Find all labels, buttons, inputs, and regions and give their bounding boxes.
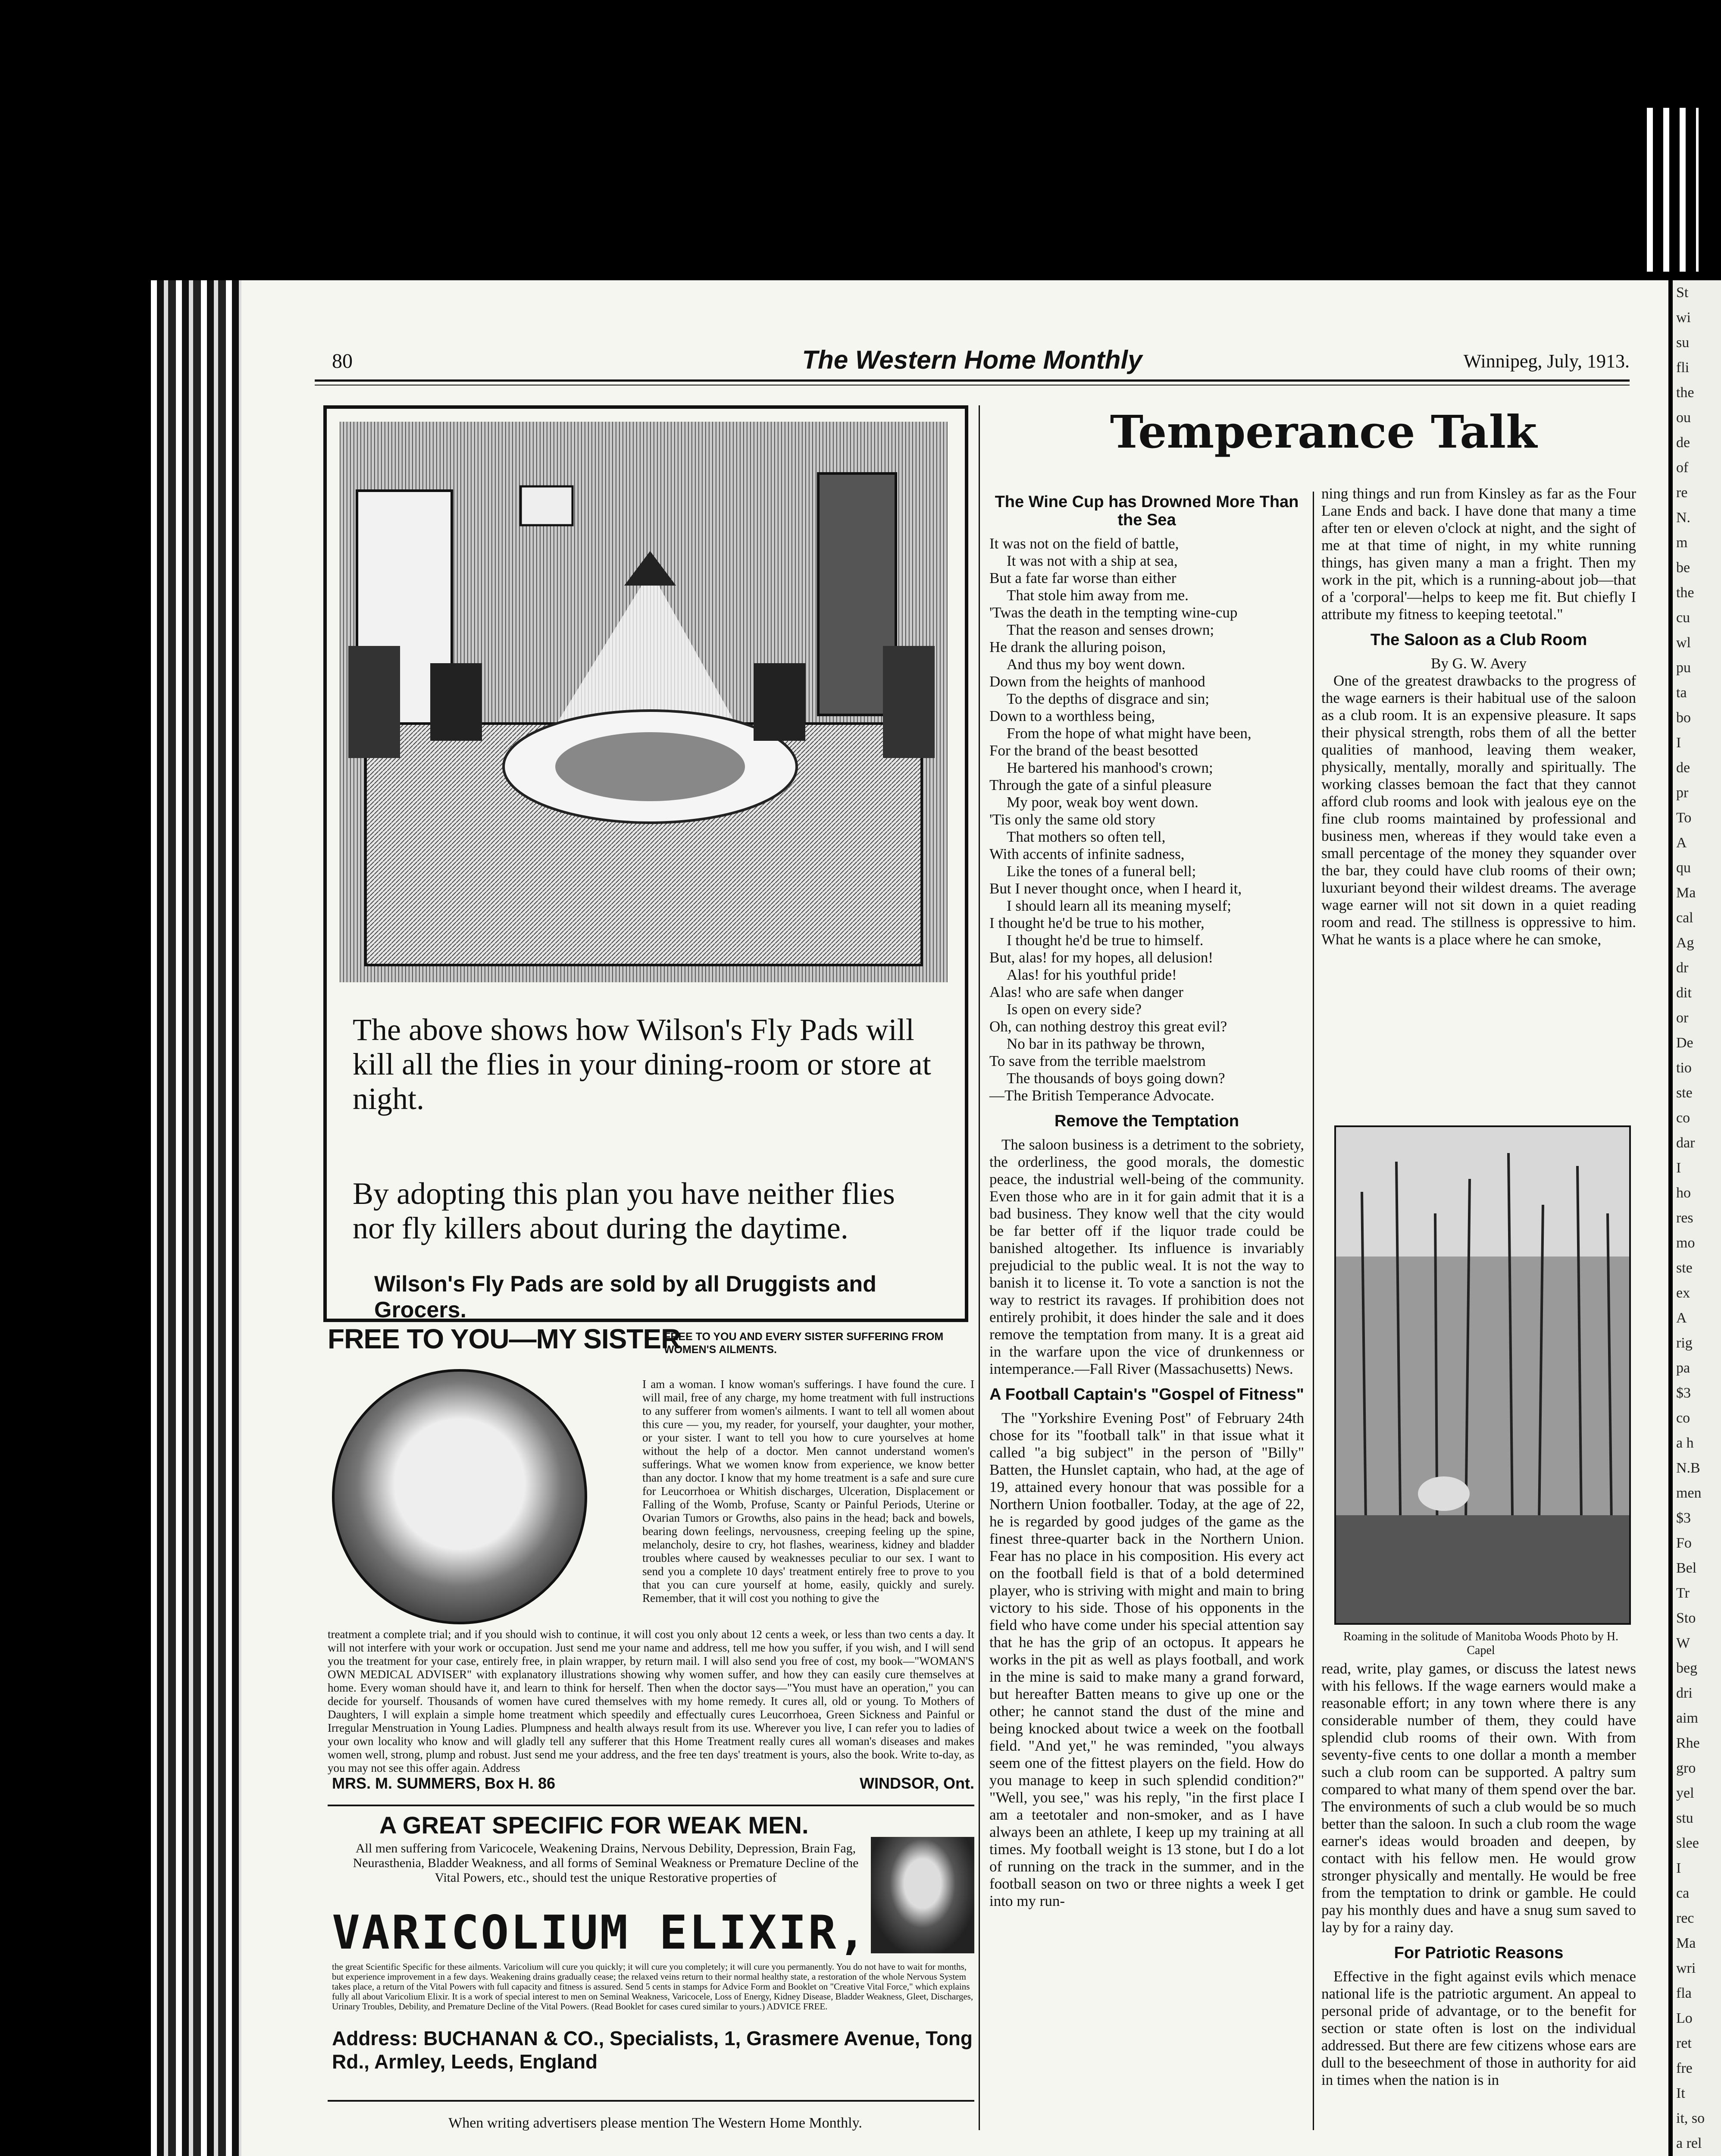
- page-header: [315, 345, 1630, 375]
- poem-line: It was not on the field of battle,: [989, 535, 1179, 552]
- edge-fragment: Ma: [1676, 885, 1696, 901]
- edge-fragment: Sto: [1676, 1610, 1696, 1626]
- ad-body-1: I am a woman. I know woman's sufferings. I have found the cure. I will mail, free of any charge, my home treatment with full instructions to any sufferer from women's ailments. I want to tell all women about this cure — you, my reader, for yourself, your daughter, your mother, or your sister. I want to tell you how to cure yourselves at home without the help of a doctor. Men cannot understand women's sufferings. What we women know from experience, we know better than any doctor. I know that my home treatment is a safe and sure cure for Leucorrhoea or Whitish discharges, Ulceration, Displacement or Falling of the Womb, Profuse, Scanty or Painful Periods, Uterine or Ovarian Tumors or Growths, also pains in the head; back and bowels, bearing down feelings, nervousness, creeping feeling up the spine, melancholy, desire to cry, hot flashes, weariness, kidney and bladder troubles where caused by weaknesses peculiar to our sex. I want to send you a complete 10 days' treatment entirely free to prove to you that you can cure yourself at home, easily, quickly and surely. Remember, that it will cost you nothing to give the: [642, 1378, 974, 1604]
- football-text: The "Yorkshire Evening Post" of February 24th chose for its "football talk" in that issue what it called "a big subject" in the person of "Billy" Batten, the Hunslet captain, who had, at the age of 19, attained every honour that was possible for a Northern Union footballer. Today, at the age of 22, he is regarded by good judges of the game as the finest three-quarter back in the Northern Union. Fear has no place in his composition. His every act on the football field is that of a bold determined player, who is striving with might and main to bring victory to his side. Those of his opponents in the field who have come under his special attention say that he has the grip of an octopus. It appears he works in the pit as well as plays football, and work in the mine is said to make many a grand forward, but hereafter Batten means to give up one or the other; he cannot stand the dust of the mine and being knocked about twice a week on the football field. "And yet," he was reminded, "you always seem one of the fittest players on the field. How do you manage to keep in such splendid condition?" "Well, you see," was his reply, "in the first place I am a teetotaler and non-smoker, and as I have always been an athlete, I keep up my training at all times. My football weight is 13 stone, but I do a lot of running on the track in the summer, and in the football season on two or three nights a week I get into my run-: [989, 1410, 1304, 1909]
- patriotic-heading: For Patriotic Reasons: [1394, 1944, 1564, 1962]
- poem-line: He bartered his manhood's crown;: [1007, 759, 1213, 776]
- poem-line: But I never thought once, when I heard it,: [989, 880, 1242, 897]
- edge-fragment: the: [1676, 585, 1694, 601]
- poem-line: Oh, can nothing destroy this great evil?: [989, 1018, 1227, 1035]
- address-name: MRS. M. SUMMERS, Box H. 86: [332, 1774, 556, 1792]
- edge-fragment: tio: [1676, 1060, 1692, 1076]
- poem-line: Like the tones of a funeral bell;: [1007, 863, 1196, 880]
- poem-line: But, alas! for my hopes, all delusion!: [989, 949, 1214, 966]
- football-heading: A Football Captain's "Gospel of Fitness": [989, 1385, 1304, 1404]
- poem-line: My poor, weak boy went down.: [1007, 794, 1198, 811]
- edge-fragment: De: [1676, 1035, 1693, 1051]
- ad-text-2: By adopting this plan you have neither flies nor fly killers about during the daytime.: [353, 1176, 895, 1245]
- edge-fragment: slee: [1676, 1835, 1699, 1851]
- edge-fragment: cu: [1676, 610, 1690, 626]
- publication-title: The Western Home Monthly: [802, 345, 1142, 374]
- poem-line: That stole him away from me.: [1007, 587, 1189, 604]
- edge-fragment: aim: [1676, 1710, 1698, 1726]
- edge-fragment: wri: [1676, 1960, 1696, 1976]
- poem-line: For the brand of the beast besotted: [989, 742, 1198, 759]
- ad-text-3: Wilson's Fly Pads are sold by all Druggists and Grocers.: [374, 1272, 876, 1322]
- edge-fragment: men: [1676, 1485, 1702, 1501]
- ad-address: Address: BUCHANAN & CO., Specialists, 1, Grasmere Avenue, Tong Rd., Armley, Leeds, England: [332, 2027, 973, 2073]
- poem-line: To save from the terrible maelstrom: [989, 1053, 1206, 1069]
- edge-fragment: Fo: [1676, 1535, 1692, 1551]
- photo-caption: Roaming in the solitude of Manitoba Woods Photo by H. Capel: [1343, 1630, 1619, 1657]
- edge-fragment: To: [1676, 810, 1692, 826]
- edge-fragment: ret: [1676, 2035, 1692, 2051]
- film-edge-top: [1647, 108, 1699, 272]
- section-title: Temperance Talk: [1110, 405, 1537, 458]
- edge-fragment: bo: [1676, 710, 1691, 726]
- ad-divider: [328, 1805, 974, 1806]
- edge-fragment: I: [1676, 1860, 1681, 1876]
- edge-fragment: ca: [1676, 1885, 1690, 1901]
- edge-fragment: de: [1676, 760, 1690, 776]
- header-rule: [315, 379, 1630, 382]
- ad-address: [332, 1774, 974, 1792]
- ad-subhead: FREE TO YOU AND EVERY SISTER SUFFERING FROM WOMEN'S AILMENTS.: [664, 1331, 944, 1356]
- poem-line: 'Tis only the same old story: [989, 811, 1156, 828]
- edge-fragment: fre: [1676, 2060, 1693, 2076]
- edge-fragment: co: [1676, 1410, 1690, 1426]
- poem-line: Down from the heights of manhood: [989, 673, 1205, 690]
- edge-fragment: It: [1676, 2085, 1685, 2101]
- address-city: WINDSOR, Ont.: [860, 1774, 974, 1792]
- edge-fragment: or: [1676, 1010, 1689, 1026]
- ad-text-1: The above shows how Wilson's Fly Pads will kill all the flies in your dining-room or store at night.: [353, 1012, 931, 1116]
- edge-fragment: rec: [1676, 1910, 1694, 1926]
- edge-fragment: A: [1676, 835, 1687, 851]
- ad-body-2: treatment a complete trial; and if you should wish to continue, it will cost you only about 12 cents a week, or less than two cents a day. It will not interfere with your work or occupation. Just send me your name and address, tell me how you suffer, if you wish, and I will send you the treatment for your case, entirely free, in plain wrapper, by return mail. I will also send you free of cost, my book—"WOMAN'S OWN MEDICAL ADVISER" with explanatory illustrations showing why women suffer, and how they can easily cure themselves at home. Every woman should have it, and learn to think for herself. Then when the doctor says—"You must have an operation," you can decide for yourself. Thousands of women have cured themselves with my home remedy. It cures all, old or young. To Mothers of Daughters, I will explain a simple home treatment which speedily and effectually cures Leucorrhoea, Green Sickness and Painful or Irregular Menstruation in Young Ladies. Plumpness and health always result from its use. Wherever you live, I can refer you to ladies of your own locality who know and will gladly tell any sufferer that this Home Treatment really cures all woman's diseases and makes women well, strong, plump and robust. Just send me your address, and the free ten days' treatment is yours, also the book. Write to-day, as you may not see this offer again. Address: [328, 1628, 974, 1774]
- edge-fragment: N.: [1676, 510, 1691, 526]
- edge-fragment: rig: [1676, 1335, 1693, 1351]
- edge-fragment: a h: [1676, 1435, 1694, 1451]
- edge-fragment: pr: [1676, 785, 1689, 801]
- poem-line: That mothers so often tell,: [1007, 828, 1166, 845]
- edge-fragment: dit: [1676, 985, 1692, 1001]
- poem-line: But a fate far worse than either: [989, 570, 1177, 586]
- dining-room-illustration: [340, 422, 948, 982]
- saloon-byline: By G. W. Avery: [1431, 655, 1527, 672]
- ad-body: All men suffering from Varicocele, Weakening Drains, Nervous Debility, Depression, Brain Fag, Neurasthenia, Bladder Weakness, and all forms of Seminal Weakness or Premature Decline of the Vital Powers, etc., should test the unique Restorative properties of: [353, 1841, 859, 1885]
- football-continued: ning things and run from Kinsley as far as the Four Lane Ends and back. I have done that many a time after ten or eleven o'clock at night, and the sight of me at that time of night, in my white running things, has given many a man a fright. Then my work in the pit, which is a running-about job—that of a 'corporal'—helps to keep me fit. But chiefly I attribute my fitness to keeping teetotal.": [1321, 485, 1636, 623]
- edge-fragment: W: [1676, 1635, 1690, 1651]
- man-portrait: [871, 1837, 974, 1953]
- edge-fragment: ex: [1676, 1285, 1690, 1301]
- edge-fragment: pu: [1676, 660, 1691, 676]
- edge-fragment: ou: [1676, 410, 1691, 426]
- edge-fragment: ste: [1676, 1085, 1693, 1101]
- edge-fragment: wi: [1676, 310, 1691, 326]
- poem-line: Is open on every side?: [1007, 1001, 1142, 1018]
- ad-fine-print: the great Scientific Specific for these ailments. Varicolium will cure you quickly; it will cure you completely; it will cure you permanently. You do not have to wait for months, but experience improvement in a few days. Weakening drains gradually cease; the relaxed veins return to their normal healthy state, a restoration of the whole Nervous System takes place, a return of the Vital Powers with full capacity and fitness is assured. Send 5 cents in stamps for Advice Form and Booklet on "Creative Vital Force," which explains fully all about Varicolium Elixir. It is a work of special interest to men on Seminal Weakness, Varicocele, Loss of Energy, Kidney Disease, Bladder Weakness, Gleet, Discharges, Urinary Troubles, Debility, and Premature Decline of the Vital Powers. (Read Booklet for cases cured similar to yours.) ADVICE FREE.: [332, 1962, 973, 2012]
- edge-fragment: su: [1676, 335, 1690, 351]
- poem-line: —The British Temperance Advocate.: [989, 1087, 1214, 1104]
- poem-line: 'Twas the death in the tempting wine-cup: [989, 604, 1238, 621]
- poem-line: To the depths of disgrace and sin;: [1007, 690, 1209, 707]
- edge-fragment: re: [1676, 485, 1688, 501]
- woman-portrait: [332, 1369, 587, 1624]
- page-number: 80: [332, 350, 353, 373]
- poem-line: It was not with a ship at sea,: [1007, 552, 1178, 569]
- edge-fragment: yel: [1676, 1785, 1694, 1801]
- remove-temptation-heading: Remove the Temptation: [1055, 1112, 1239, 1130]
- article-column-1: [989, 485, 1304, 1910]
- remove-temptation-text: The saloon business is a detriment to the sobriety, the orderliness, the good morals, the domestic peace, the industrial well-being of the community. Even those who are in it for gain admit that it is a bad business. They know well that the city would be far better off if the liquor trade could be banished altogether. Its influence is invariably prejudicial to the public weal. It is not the way to banish it to license it. To vote a sanction is not the way to restrict its ravages. If prohibition does not entirely prohibit, it does hinder the sale and it does remove the temptation from many. It is a great aid in the warfare upon the vice of drunkenness or intemperance.—Fall River (Massachusetts) News.: [989, 1136, 1304, 1377]
- column-divider: [979, 405, 980, 2130]
- poem-line: He drank the alluring poison,: [989, 639, 1166, 655]
- poem-line: I thought he'd be true to his mother,: [989, 915, 1205, 931]
- poem-line: Through the gate of a sinful pleasure: [989, 777, 1212, 793]
- edge-fragment: $3: [1676, 1385, 1691, 1401]
- varicolium-elixir-advertisement: [323, 1811, 979, 2078]
- poem-line: Alas! who are safe when danger: [989, 984, 1183, 1000]
- adjacent-page-edge: [1673, 280, 1721, 2156]
- edge-fragment: res: [1676, 1210, 1693, 1226]
- edge-fragment: I: [1676, 735, 1681, 751]
- poem-line: The thousands of boys going down?: [1007, 1070, 1225, 1087]
- edge-fragment: A: [1676, 1310, 1687, 1326]
- poem-title: The Wine Cup has Drowned More Than the Sea: [995, 493, 1299, 529]
- edge-fragment: a rel: [1676, 2135, 1702, 2151]
- edge-fragment: co: [1676, 1110, 1690, 1126]
- free-to-you-sister-advertisement: [323, 1323, 979, 1796]
- edge-fragment: ho: [1676, 1185, 1691, 1201]
- edge-fragment: be: [1676, 560, 1690, 576]
- edge-fragment: gro: [1676, 1760, 1696, 1776]
- ad-headline: FREE TO YOU—MY SISTER: [328, 1323, 681, 1354]
- edge-fragment: St: [1676, 285, 1689, 301]
- edge-fragment: fli: [1676, 360, 1690, 376]
- poem-line: Alas! for his youthful pride!: [1007, 966, 1177, 983]
- footer-note: When writing advertisers please mention The Western Home Monthly.: [448, 2115, 862, 2131]
- edge-fragment: ta: [1676, 685, 1687, 701]
- edge-fragment: the: [1676, 385, 1694, 401]
- poem-line: With accents of infinite sadness,: [989, 846, 1185, 862]
- edge-fragment: cal: [1676, 910, 1693, 926]
- edge-fragment: $3: [1676, 1510, 1691, 1526]
- edge-fragment: Tr: [1676, 1585, 1690, 1601]
- edge-fragment: wl: [1676, 635, 1691, 651]
- edge-fragment: beg: [1676, 1660, 1698, 1676]
- edge-fragment: Ag: [1676, 935, 1694, 951]
- edge-fragment: dar: [1676, 1135, 1695, 1151]
- product-name: VARICOLIUM ELIXIR,: [332, 1906, 868, 1960]
- edge-fragment: ste: [1676, 1260, 1693, 1276]
- edge-fragment: I: [1676, 1160, 1681, 1176]
- column-divider: [1313, 492, 1314, 2130]
- article-column-2: [1321, 485, 1636, 948]
- edge-fragment: dri: [1676, 1685, 1693, 1701]
- poem-line: Down to a worthless being,: [989, 708, 1155, 724]
- poem-line: That the reason and senses drown;: [1007, 621, 1214, 638]
- edge-fragment: Rhe: [1676, 1735, 1700, 1751]
- edge-fragment: of: [1676, 460, 1689, 476]
- footer-rule: [328, 2100, 974, 2102]
- poem-line: I should learn all its meaning myself;: [1007, 897, 1232, 914]
- edge-fragment: fla: [1676, 1985, 1692, 2001]
- edge-fragment: stu: [1676, 1810, 1693, 1826]
- edge-fragment: de: [1676, 435, 1690, 451]
- edge-fragment: Lo: [1676, 2010, 1693, 2026]
- saloon-heading: The Saloon as a Club Room: [1370, 631, 1587, 649]
- edge-fragment: qu: [1676, 860, 1691, 876]
- ad-headline: A GREAT SPECIFIC FOR WEAK MEN.: [379, 1811, 809, 1839]
- poem-line: I thought he'd be true to himself.: [1007, 932, 1204, 949]
- poem-line: From the hope of what might have been,: [1007, 725, 1252, 742]
- edge-fragment: it, so: [1676, 2110, 1705, 2126]
- edge-fragment: Bel: [1676, 1560, 1697, 1576]
- dateline: Winnipeg, July, 1913.: [1463, 351, 1630, 372]
- edge-fragment: mo: [1676, 1235, 1695, 1251]
- edge-fragment: N.B: [1676, 1460, 1700, 1476]
- page-binding: [151, 280, 241, 2156]
- edge-fragment: dr: [1676, 960, 1689, 976]
- saloon-text: One of the greatest drawbacks to the progress of the wage earners is their habitual use of the saloon as a club room. It is an expensive pleasure. It saps their physical strength, robs them of all the better qualities of manhood, leaving them weaker, physically, mentally, morally and spiritually. The working classes bemoan the fact that they cannot afford club rooms and look with jealous eye on the fine club rooms maintained by professional and business men, whereas if they would take even a small percentage of the money they squander over the bar, they could have club rooms of their own; luxuriant beyond their wildest dreams. The average wage earner will not sit down in a quiet reading room and read. The stillness is oppressive to him. What he wants is a place where he can smoke,: [1321, 672, 1636, 948]
- edge-fragment: Ma: [1676, 1935, 1696, 1951]
- article-column-2-continued: [1321, 1660, 1636, 2089]
- woods-photograph: [1334, 1125, 1631, 1625]
- poem-line: And thus my boy went down.: [1007, 656, 1186, 673]
- poem: [989, 535, 1304, 1104]
- patriotic-text: Effective in the fight against evils which menace national life is the patriotic argument. An appeal to personal pride of advantage, or to the benefit for section or state often is lost on the individual addressed. But there are few citizens whose ears are dull to the beseechment of those in authority for aid in times when the nation is in: [1321, 1968, 1636, 2088]
- poem-line: No bar in its pathway be thrown,: [1007, 1035, 1205, 1052]
- edge-fragment: pa: [1676, 1360, 1690, 1376]
- fly-pads-advertisement: [323, 405, 968, 1322]
- edge-fragment: m: [1676, 535, 1688, 551]
- saloon-text-2: read, write, play games, or discuss the latest news with his fellows. If the wage earners would make a reasonable effort; in any town where there is any considerable number of them, they could have splendid club rooms of their own. With from seventy-five cents to one dollar a month a member such a club room can be supported. A paltry sum compared to what many of them spend over the bar. The environments of such a club would be so much better than the saloon. In such a club room the wage earner's ideas would broaden and deepen, by contact with his fellow men. He would grow stronger physically and mentally. He would be free from the temptation to drink or gamble. He could pay his monthly dues and have a snug sum saved to lay by for a rainy day.: [1321, 1660, 1636, 1936]
